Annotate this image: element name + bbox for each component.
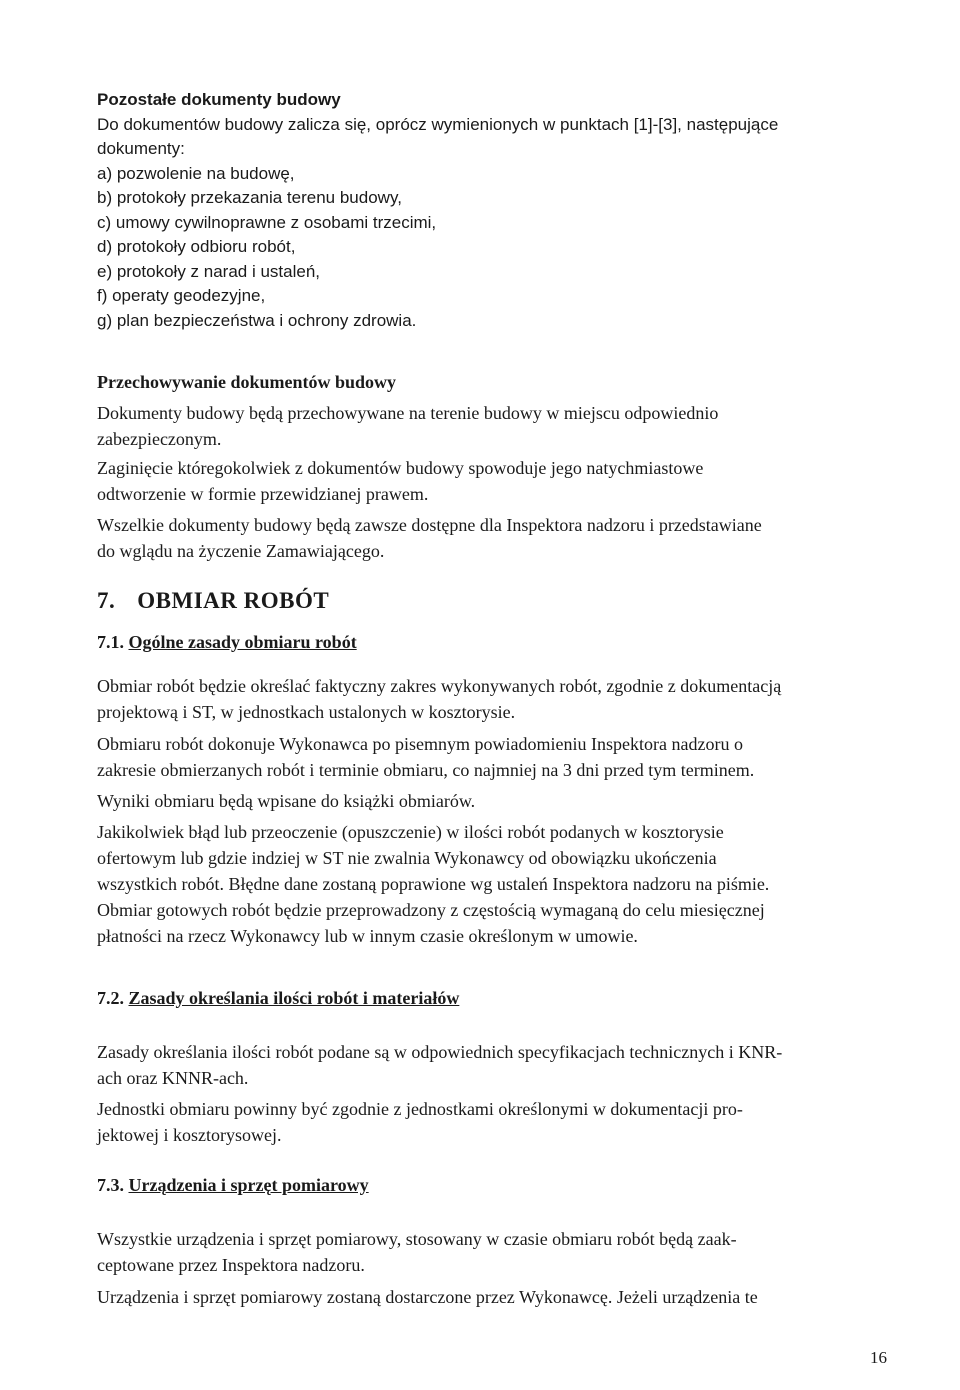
section-heading: Przechowywanie dokumentów budowy [97,372,397,392]
body-line: Jednostki obmiaru powinny być zgodnie z jednostkami określonymi w dokumentacji pro- [97,1099,743,1119]
subsection-title: Urządzenia i sprzęt pomiarowy [128,1175,369,1195]
subsection-number: 7.1. [97,632,124,652]
body-line: Wyniki obmiaru będą wpisane do książki obmiarów. [97,791,476,811]
body-line: Obmiar gotowych robót będzie przeprowadzony z częstością wymaganą do celu miesięcznej [97,900,765,920]
body-line: płatności na rzecz Wykonawcy lub w innym czasie określonym w umowie. [97,926,638,946]
subsection-heading-7-1 [97,629,897,655]
body-line: Do dokumentów budowy zalicza się, oprócz wymienionych w punktach [1]-[3], następujące [97,114,779,134]
paragraph [97,400,897,452]
body-line: Dokumenty budowy będą przechowywane na terenie budowy w miejscu odpowiednio [97,403,719,423]
paragraph [97,1284,897,1310]
body-line: ach oraz KNNR-ach. [97,1068,249,1088]
body-line: zabezpieczonym. [97,429,222,449]
subsection-heading-7-3 [97,1172,897,1198]
list-item: g) plan bezpieczeństwa i ochrony zdrowia. [97,310,417,330]
body-line: ofertowym lub gdzie indziej w ST nie zwalnia Wykonawcy od obowiązku ukończenia [97,848,717,868]
body-line: odtworzenie w formie przewidzianej prawem. [97,484,429,504]
body-line: Urządzenia i sprzęt pomiarowy zostaną dostarczone przez Wykonawcę. Jeżeli urządzenia te [97,1287,758,1307]
list-item: d) protokoły odbioru robót, [97,237,296,256]
body-line: Obmiar robót będzie określać faktyczny zakres wykonywanych robót, zgodnie z dokumentacją [97,676,782,696]
body-line: dokumenty: [97,139,185,158]
body-line: projektową i ST, w jednostkach ustalonych w kosztorysie. [97,702,516,722]
body-line: wszystkich robót. Błędne dane zostaną poprawione wg ustaleń Inspektora nadzoru na piśmie. [97,874,770,894]
list-item: c) umowy cywilnoprawne z osobami trzecimi, [97,212,437,232]
chapter-heading [97,587,897,615]
list-item: f) operaty geodezyjne, [97,286,266,305]
paragraph [97,455,897,507]
body-line: Zasady określania ilości robót podane są w odpowiednich specyfikacjach technicznych i KNR- [97,1042,783,1062]
body-line: do wglądu na życzenie Zamawiającego. [97,541,385,561]
subsection-number: 7.2. [97,988,124,1008]
chapter-number: 7. [97,588,116,613]
body-line: Wszelkie dokumenty budowy będą zawsze dostępne dla Inspektora nadzoru i przedstawiane [97,515,762,535]
body-line: Obmiaru robót dokonuje Wykonawca po pisemnym powiadomieniu Inspektora nadzoru o [97,734,743,754]
subsection-heading-7-2 [97,985,897,1011]
body-line: jektowej i kosztorysowej. [97,1125,282,1145]
list-item: b) protokoły przekazania terenu budowy, [97,188,402,207]
paragraph [97,1226,897,1278]
list-item: a) pozwolenie na budowę, [97,163,295,183]
chapter-title: OBMIAR ROBÓT [137,588,330,613]
body-line: Jakikolwiek błąd lub przeoczenie (opuszczenie) w ilości robót podanych w kosztorysie [97,822,724,842]
paragraph [97,512,897,564]
section-heading: Pozostałe dokumenty budowy [97,90,341,109]
paragraph [97,788,897,814]
subsection-title: Zasady określania ilości robót i materiałów [128,988,460,1008]
storage-section [97,369,897,395]
paragraph [97,1096,897,1148]
paragraph [97,673,897,725]
page-number: 16 [870,1348,887,1367]
body-line: Zaginięcie któregokolwiek z dokumentów budowy spowoduje jego natychmiastowe [97,458,704,478]
body-line: Wszystkie urządzenia i sprzęt pomiarowy, stosowany w czasie obmiaru robót będą zaak- [97,1229,737,1249]
body-line: zakresie obmierzanych robót i terminie obmiaru, co najmniej na 3 dni przed tym terminem. [97,760,755,780]
body-line: ceptowane przez Inspektora nadzoru. [97,1255,365,1275]
subsection-number: 7.3. [97,1175,124,1195]
paragraph [97,1039,897,1091]
list-item: e) protokoły z narad i ustaleń, [97,261,321,281]
subsection-title: Ogólne zasady obmiaru robót [128,632,357,652]
other-documents-section [97,88,897,333]
paragraph [97,819,897,949]
paragraph [97,731,897,783]
